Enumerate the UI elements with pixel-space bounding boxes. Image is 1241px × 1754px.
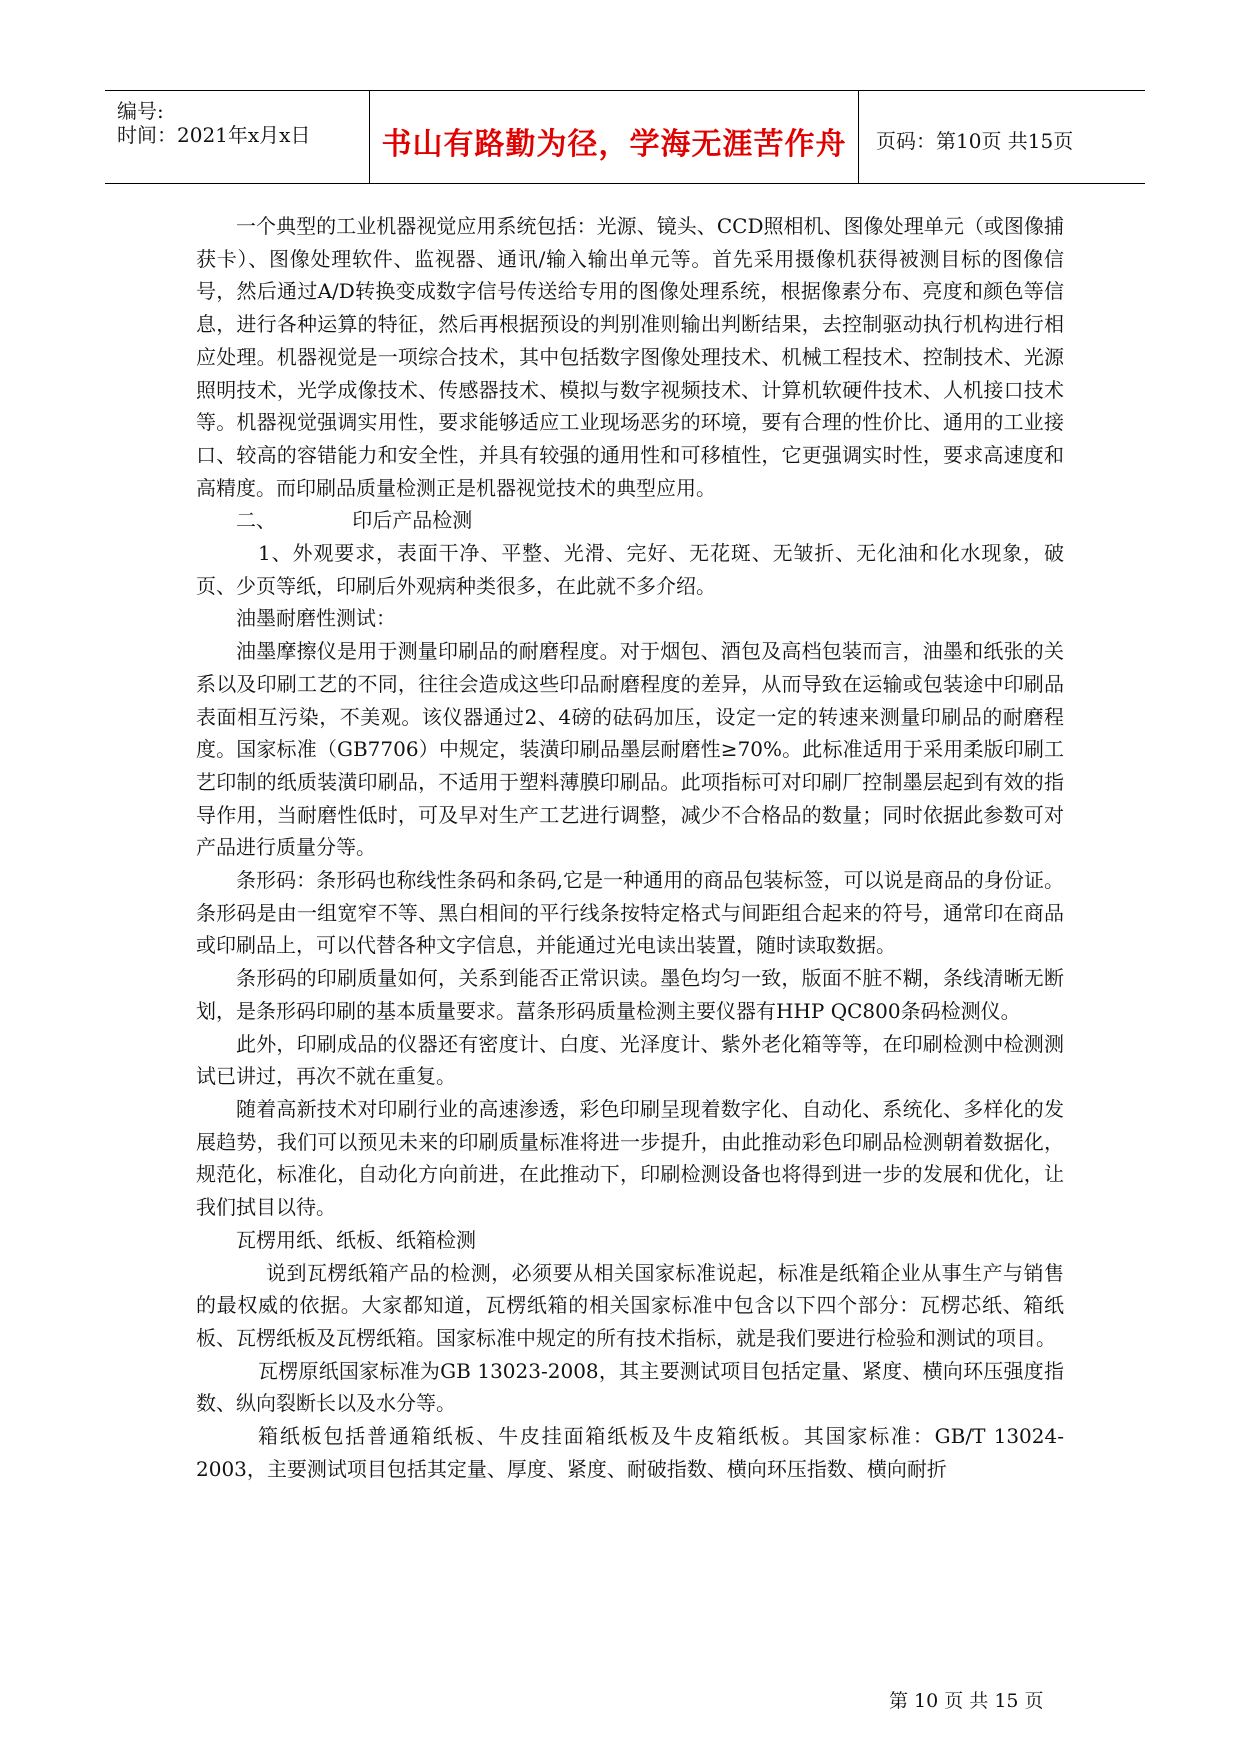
document-body bbox=[196, 210, 1064, 1485]
paragraph: 一个典型的工业机器视觉应用系统包括：光源、镜头、CCD照相机、图像处理单元（或图像捕获卡）、图像处理软件、监视器、通讯/输入输出单元等。首先采用摄像机获得被测目标的图像信号，然后通过A/D转换变成数字信号传送给专用的图像处理系统，根据像素分布、亮度和颜色等信息，进行各种运算的特征，然后再根据预设的判别准则输出判断结果，去控制驱动执行机构进行相应处理。机器视觉是一项综合技术，其中包括数字图像处理技术、机械工程技术、控制技术、光源照明技术，光学成像技术、传感器技术、模拟与数字视频技术、计算机软硬件技术、人机接口技术等。机器视觉强调实用性，要求能够适应工业现场恶劣的环境，要有合理的性价比、通用的工业接口、较高的容错能力和安全性，并具有较强的通用性和可移植性，它更强调实时性，要求高速度和高精度。而印刷品质量检测正是机器视觉技术的典型应用。 bbox=[196, 214, 1064, 500]
paragraph: 此外，印刷成品的仪器还有密度计、白度、光泽度计、紫外老化箱等等，在印刷检测中检测测试已讲过，再次不就在重复。 bbox=[196, 1031, 1064, 1089]
document-number-label: 编号: bbox=[117, 99, 164, 123]
header-page-cell bbox=[858, 91, 1145, 183]
page-footer: 第 10 页 共 15 页 bbox=[889, 1690, 1044, 1712]
paragraph: 条形码的印刷质量如何，关系到能否正常识读。墨色均匀一致，版面不脏不糊，条线清晰无断划，是条形码印刷的基本质量要求。葍条形码质量检测主要仪器有HHP QC800条码检测仪。 bbox=[196, 966, 1064, 1023]
section-heading-title: 印后产品检测 bbox=[352, 508, 473, 533]
paragraph: 条形码：条形码也称线性条码和条码,它是一种通用的商品包装标签，可以说是商品的身份证。条形码是由一组宽窄不等、黑白相间的平行线条按特定格式与间距组合起来的符号，通常印在商品或印刷品上，可以代替各种文字信息，并能通过光电读出装置，随时读取数据。 bbox=[196, 868, 1064, 958]
paragraph: 箱纸板包括普通箱纸板、牛皮挂面箱纸板及牛皮箱纸板。其国家标准：GB/T 13024-2003，主要测试项目包括其定量、厚度、紧度、耐破指数、横向环压指数、横向耐折 bbox=[196, 1424, 1064, 1481]
header-info-cell bbox=[105, 91, 369, 183]
paragraph: 油墨摩擦仪是用于测量印刷品的耐磨程度。对于烟包、酒包及高档包装而言，油墨和纸张的关系以及印刷工艺的不同，往往会造成这些印品耐磨程度的差异，从而导致在运输或包装途中印刷品表面相互污染，不美观。该仪器通过2、4磅的砝码加压，设定一定的转速来测量印刷品的耐磨程度。国家标准（GB7706）中规定，装潢印刷品墨层耐磨性≥70%。此标准适用于采用柔版印刷工艺印制的纸质装潢印刷品，不适用于塑料薄膜印刷品。此项指标可对印刷厂控制墨层起到有效的指导作用，当耐磨性低时，可及早对生产工艺进行调整，减少不合格品的数量；同时依据此参数可对产品进行质量分等。 bbox=[196, 639, 1064, 860]
header-motto-cell bbox=[369, 91, 859, 183]
paragraph: 随着高新技术对印刷行业的高速渗透，彩色印刷呈现着数字化、自动化、系统化、多样化的发展趋势，我们可以预见未来的印刷质量标准将进一步提升，由此推动彩色印刷品检测朝着数据化，规范化，标准化，自动化方向前进，在此推动下，印刷检测设备也将得到进一步的发展和优化，让我们拭目以待。 bbox=[196, 1096, 1064, 1220]
paragraph: 说到瓦楞纸箱产品的检测，必须要从相关国家标准说起，标准是纸箱企业从事生产与销售的最权威的依据。大家都知道，瓦楞纸箱的相关国家标准中包含以下四个部分：瓦楞芯纸、箱纸板、瓦楞纸板及瓦楞纸箱。国家标准中规定的所有技术指标，就是我们要进行检验和测试的项目。 bbox=[196, 1260, 1064, 1350]
paragraph: 1、外观要求，表面干净、平整、光滑、完好、无花斑、无皱折、无化油和化水现象，破页、少页等纸，印刷后外观病种类很多，在此就不多介绍。 bbox=[196, 541, 1064, 598]
section-heading bbox=[196, 504, 1064, 537]
paragraph-subheading: 瓦楞用纸、纸板、纸箱检测 bbox=[236, 1227, 476, 1252]
page-header bbox=[105, 90, 1145, 184]
paragraph-subheading: 油墨耐磨性测试： bbox=[236, 606, 396, 631]
header-page-info: 页码：第10页 共15页 bbox=[876, 129, 1074, 153]
section-heading-number: 二、 bbox=[236, 508, 276, 533]
document-time-label: 时间：2021年x月x日 bbox=[117, 123, 311, 147]
header-motto: 书山有路勤为径，学海无涯苦作舟 bbox=[381, 127, 847, 162]
paragraph: 瓦楞原纸国家标准为GB 13023-2008，其主要测试项目包括定量、紧度、横向环压强度指数、纵向裂断长以及水分等。 bbox=[196, 1358, 1064, 1416]
